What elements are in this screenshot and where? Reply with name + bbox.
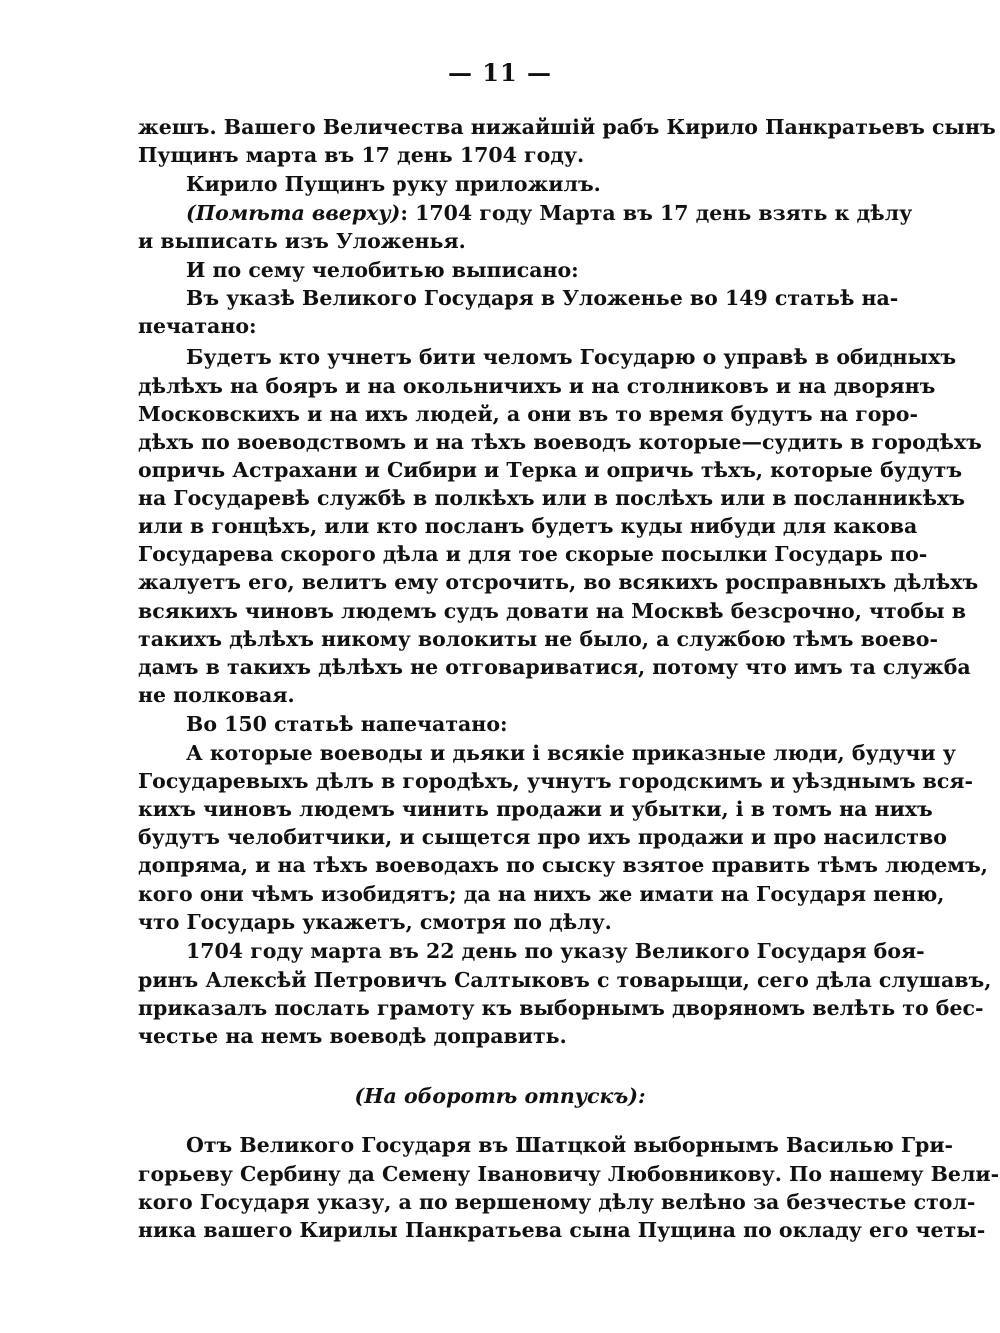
text-line: Во 150 статьѣ напечатано: bbox=[186, 712, 508, 736]
text-line: 1704 году марта въ 22 день по указу Великого Государя боя- bbox=[186, 939, 925, 963]
text-line: Пущинъ марта въ 17 день 1704 году. bbox=[138, 143, 585, 167]
text-line: кихъ чиновъ людемъ чинить продажи и убытки, і в томъ на нихъ bbox=[138, 797, 933, 821]
text-line: приказалъ послать грамоту къ выборнымъ дворяномъ велѣть то бес- bbox=[138, 996, 984, 1020]
page-number: — 11 — bbox=[447, 58, 553, 87]
text-line: Отъ Великого Государя въ Шатцкой выборнымъ Василью Гри- bbox=[186, 1133, 954, 1157]
text-line: ринъ Алексѣй Петровичъ Салтыковъ с товарыщи, сего дѣла слушавъ, bbox=[138, 968, 992, 992]
text-line: на Государевѣ службѣ в полкѣхъ или в послѣхъ или в посланникѣхъ bbox=[138, 486, 965, 510]
text-line: опричь Астрахани и Сибири и Терка и опричь тѣхъ, которые будутъ bbox=[138, 458, 963, 482]
text-line: дамъ в такихъ дѣлѣхъ не отговариватися, потому что имъ та служба bbox=[138, 655, 971, 679]
text-line: горьеву Сербину да Семену Івановичу Любовникову. По нашему Вели- bbox=[138, 1162, 1000, 1186]
text-line: что Государь укажетъ, смотря по дѣлу. bbox=[138, 910, 612, 934]
marginal-note: (Помѣта вверху) bbox=[186, 201, 401, 225]
text-line: дѣхъ по воеводствомъ и на тѣхъ воеводъ которые—судить в городѣхъ bbox=[138, 430, 982, 454]
text-line: не полковая. bbox=[138, 683, 295, 707]
text-line: Въ указѣ Великого Государя в Уложенье во 149 статьѣ на- bbox=[186, 286, 899, 310]
text-line: Государевыхъ дѣлъ в городѣхъ, учнутъ городскимъ и уѣзднымъ вся- bbox=[138, 769, 974, 793]
text-line: всякихъ чиновъ людемъ судъ довати на Москвѣ безсрочно, чтобы в bbox=[138, 599, 966, 623]
text-line: ника вашего Кирилы Панкратьева сына Пущина по окладу его четы- bbox=[138, 1218, 986, 1242]
text-line: Московскихъ и на ихъ людей, а они въ то время будутъ на горо- bbox=[138, 402, 918, 426]
text-line: будутъ челобитчики, и сыщется про ихъ продажи и про насилство bbox=[138, 825, 947, 849]
text-line: кого они чѣмъ изобидятъ; да на нихъ же имати на Государя пеню, bbox=[138, 882, 945, 906]
text-line: печатано: bbox=[138, 314, 257, 338]
text-line: дѣлѣхъ на бояръ и на окольничихъ и на столниковъ и на дворянъ bbox=[138, 374, 936, 398]
section-heading: (На оборотѣ отпускъ): bbox=[354, 1084, 646, 1108]
text-line: жалуетъ его, велитъ ему отсрочить, во всякихъ росправныхъ дѣлѣхъ bbox=[138, 570, 979, 594]
text-line-with-note bbox=[186, 199, 913, 227]
text-line: или в гонцѣхъ, или кто посланъ будетъ куды нибуди для какова bbox=[138, 514, 918, 538]
text-line: А которые воеводы и дьяки і всякіе приказные люди, будучи у bbox=[186, 741, 956, 765]
text-line: Государева скорого дѣла и для тое скорые посылки Государь по- bbox=[138, 542, 928, 566]
text-line: Будетъ кто учнетъ бити челомъ Государю о управѣ в обидныхъ bbox=[186, 345, 957, 369]
text-line: и выписать изъ Уложенья. bbox=[138, 229, 466, 253]
text-line-rest: : 1704 году Марта въ 17 день взять к дѣлу bbox=[400, 201, 913, 225]
text-line: Кирило Пущинъ руку приложилъ. bbox=[186, 172, 601, 196]
text-line: И по сему челобитью выписано: bbox=[186, 258, 579, 282]
text-line: жешъ. Вашего Величества нижайшій рабъ Кирило Панкратьевъ сынъ bbox=[138, 115, 996, 139]
text-line: честье на немъ воеводѣ доправить. bbox=[138, 1024, 567, 1048]
text-line: кого Государя указу, а по вершеному дѣлу велѣно за безчестье стол- bbox=[138, 1190, 976, 1214]
text-line: допряма, и на тѣхъ воеводахъ по сыску взятое править тѣмъ людемъ, bbox=[138, 853, 988, 877]
text-line: такихъ дѣлѣхъ никому волокиты не было, а службою тѣмъ воево- bbox=[138, 627, 938, 651]
